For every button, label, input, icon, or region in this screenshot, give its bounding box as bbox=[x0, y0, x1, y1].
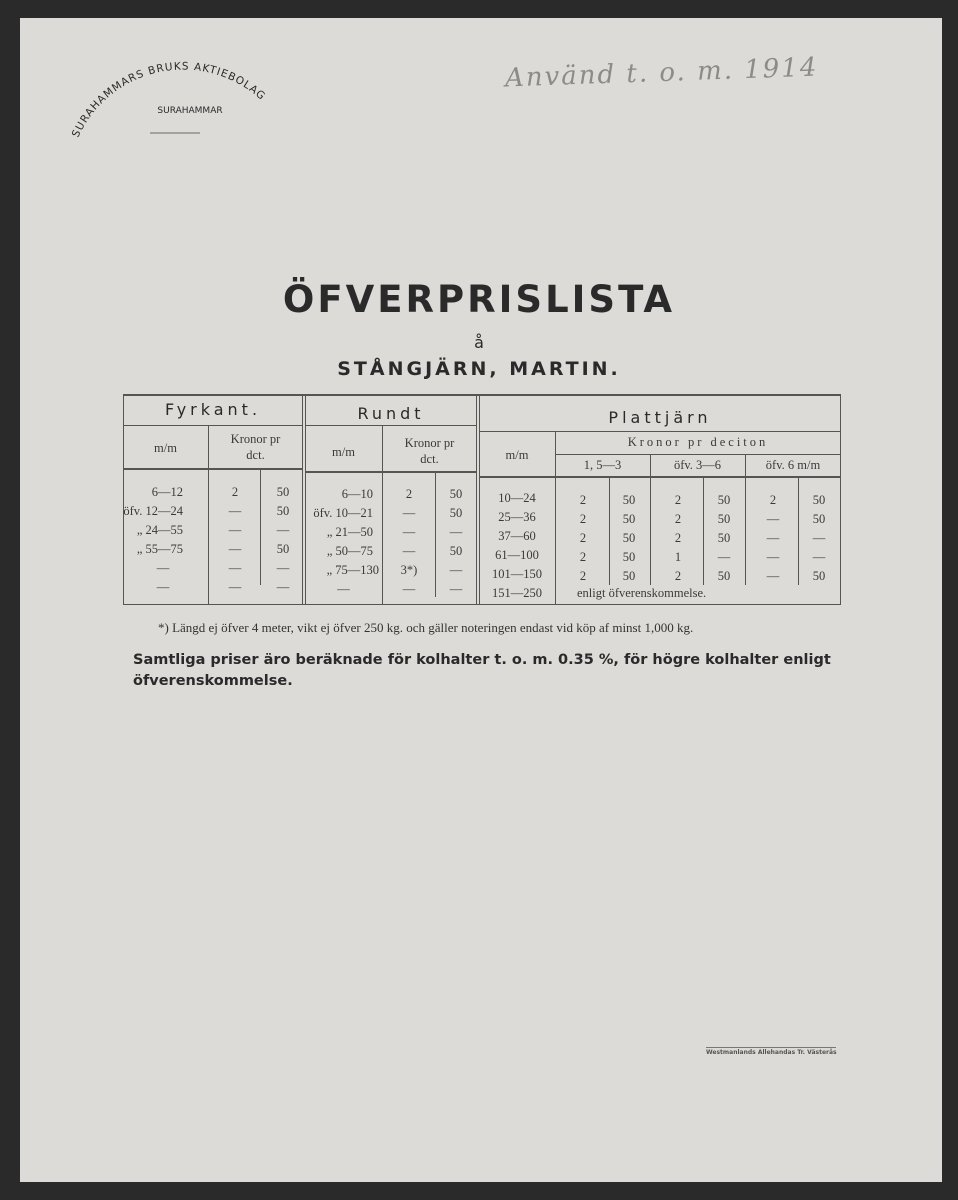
company-place: SURAHAMMAR bbox=[157, 106, 223, 116]
table-cell: — bbox=[449, 525, 463, 539]
table-cell: — bbox=[337, 582, 350, 596]
table-cell: 50 bbox=[717, 493, 731, 507]
header-rule bbox=[479, 431, 841, 432]
table-cell: „ 75—130 bbox=[326, 563, 379, 577]
fyrkant-kronor-header-2: dct. bbox=[246, 448, 265, 462]
table-cell: 37—60 bbox=[498, 529, 536, 543]
table-cell: — bbox=[276, 580, 290, 594]
table-cell: 50 bbox=[717, 531, 731, 545]
plattjarn-sub-3: öfv. 6 m/m bbox=[765, 458, 821, 472]
table-cell: 1 bbox=[674, 550, 682, 564]
table-cell: — bbox=[228, 523, 242, 537]
column-divider bbox=[745, 455, 746, 585]
column-divider bbox=[260, 470, 261, 585]
table-cell: — bbox=[766, 512, 780, 526]
table-cell: 50 bbox=[622, 512, 636, 526]
table-cell: 101—150 bbox=[492, 567, 542, 581]
footnote: *) Längd ej öfver 4 meter, vikt ej öfver 250 kg. och gäller noteringen endast vid köp af minst 1,000 kg. bbox=[158, 620, 694, 635]
table-cell: 50 bbox=[622, 569, 636, 583]
table-cell: 50 bbox=[812, 569, 826, 583]
table-cell: „ 24—55 bbox=[136, 523, 183, 537]
price-note-line: öfverenskommelse. bbox=[133, 673, 293, 689]
table-cell: 2 bbox=[231, 485, 239, 499]
title-preposition: å bbox=[474, 333, 484, 352]
table-cell: 10—24 bbox=[498, 491, 536, 505]
column-divider bbox=[703, 478, 704, 585]
table-cell: — bbox=[766, 550, 780, 564]
price-note bbox=[133, 650, 843, 692]
table-cell: 50 bbox=[622, 531, 636, 545]
table-cell: 50 bbox=[276, 504, 290, 518]
table-cell: 50 bbox=[622, 493, 636, 507]
header-fyrkant: Fyrkant. bbox=[164, 400, 262, 419]
table-cell: 50 bbox=[449, 544, 463, 558]
header-bottom-rule bbox=[123, 468, 303, 470]
table-cell: — bbox=[812, 531, 826, 545]
plattjarn-mm-header: m/m bbox=[505, 448, 529, 462]
table-cell: — bbox=[402, 544, 416, 558]
table-cell: „ 21—50 bbox=[326, 525, 373, 539]
table-cell: 6—10 bbox=[341, 487, 373, 501]
table-cell: 2 bbox=[579, 550, 587, 564]
table-cell: 50 bbox=[622, 550, 636, 564]
table-cell: — bbox=[228, 542, 242, 556]
company-logo bbox=[50, 50, 310, 150]
table-cell: 2 bbox=[674, 569, 682, 583]
table-cell: — bbox=[449, 563, 463, 577]
price-table bbox=[123, 394, 841, 606]
table-cell: — bbox=[228, 580, 242, 594]
table-cell: 2 bbox=[674, 512, 682, 526]
table-cell: — bbox=[717, 550, 731, 564]
table-cell: 3*) bbox=[400, 563, 418, 577]
table-cell: 2 bbox=[579, 512, 587, 526]
plattjarn-sub-2: öfv. 3—6 bbox=[673, 458, 722, 472]
header-bottom-rule bbox=[479, 476, 841, 478]
table-cell: — bbox=[228, 561, 242, 575]
table-cell: öfv. 10—21 bbox=[313, 506, 373, 520]
column-divider bbox=[609, 478, 610, 585]
table-cell: — bbox=[276, 523, 290, 537]
table-cell: — bbox=[402, 525, 416, 539]
table-cell: 50 bbox=[449, 506, 463, 520]
fyrkant-mm-header: m/m bbox=[154, 441, 177, 455]
header-rundt: Rundt bbox=[357, 404, 425, 423]
table-cell: 25—36 bbox=[498, 510, 536, 524]
table-cell: 2 bbox=[579, 569, 587, 583]
header-bottom-rule bbox=[305, 471, 477, 473]
table-cell: „ 50—75 bbox=[326, 544, 373, 558]
printer-imprint: Westmanlands Allehandas Tr. Västerås bbox=[706, 1049, 837, 1056]
table-cell: 50 bbox=[812, 493, 826, 507]
column-divider bbox=[435, 473, 436, 597]
table-cell: 50 bbox=[717, 569, 731, 583]
table-cell: — bbox=[156, 561, 170, 575]
handwritten-note: Använd t. o. m. 1914 bbox=[504, 52, 819, 94]
page-title: ÖFVERPRISLISTA bbox=[282, 278, 676, 321]
table-cell: — bbox=[449, 582, 463, 596]
rundt-kronor-header: Kronor pr bbox=[404, 436, 455, 450]
table-cell: — bbox=[276, 561, 290, 575]
table-cell: „ 55—75 bbox=[136, 542, 183, 556]
rundt-kronor-header-2: dct. bbox=[420, 452, 439, 466]
header-rule bbox=[123, 425, 303, 426]
table-cell: — bbox=[228, 504, 242, 518]
table-cell: 151—250 bbox=[492, 586, 542, 600]
table-cell-note: enligt öfverenskommelse. bbox=[577, 586, 707, 600]
table-cell: 50 bbox=[812, 512, 826, 526]
table-cell: 2 bbox=[769, 493, 777, 507]
table-cell: 2 bbox=[674, 531, 682, 545]
table-cell: 50 bbox=[276, 542, 290, 556]
column-divider bbox=[650, 455, 651, 585]
table-cell: 50 bbox=[276, 485, 290, 499]
plattjarn-kronor-header: Kronor pr deciton bbox=[627, 435, 769, 449]
table-cell: 2 bbox=[579, 493, 587, 507]
fyrkant-kronor-header: Kronor pr bbox=[230, 432, 281, 446]
plattjarn-sub-1: 1, 5—3 bbox=[583, 458, 622, 472]
table-cell: 2 bbox=[405, 487, 413, 501]
table-border-top bbox=[123, 394, 841, 396]
table-cell: 61—100 bbox=[495, 548, 539, 562]
company-name: SURAHAMMARS BRUKS AKTIEBOLAG bbox=[69, 60, 268, 140]
header-rule bbox=[305, 425, 477, 426]
header-rule bbox=[555, 454, 841, 455]
page-subtitle: STÅNGJÄRN, MARTIN. bbox=[337, 358, 621, 380]
table-cell: — bbox=[812, 550, 826, 564]
price-note-line: Samtliga priser äro beräknade för kolhalter t. o. m. 0.35 %, för högre kolhalter enligt bbox=[133, 652, 831, 668]
table-cell: öfv. 12—24 bbox=[123, 504, 183, 518]
table-cell: — bbox=[766, 531, 780, 545]
header-plattjarn: Plattjärn bbox=[608, 408, 712, 427]
table-cell: 50 bbox=[449, 487, 463, 501]
table-border-bottom bbox=[123, 604, 841, 605]
table-cell: — bbox=[402, 582, 416, 596]
table-cell: 6—12 bbox=[151, 485, 183, 499]
table-cell: 2 bbox=[579, 531, 587, 545]
rundt-mm-header: m/m bbox=[332, 445, 355, 459]
table-cell: 2 bbox=[674, 493, 682, 507]
table-cell: — bbox=[156, 580, 170, 594]
table-cell: — bbox=[402, 506, 416, 520]
svg-text:SURAHAMMARS BRUKS AKTIEBOLAG bbox=[70, 60, 268, 139]
column-divider bbox=[798, 478, 799, 585]
table-cell: 50 bbox=[717, 512, 731, 526]
table-cell: — bbox=[766, 569, 780, 583]
